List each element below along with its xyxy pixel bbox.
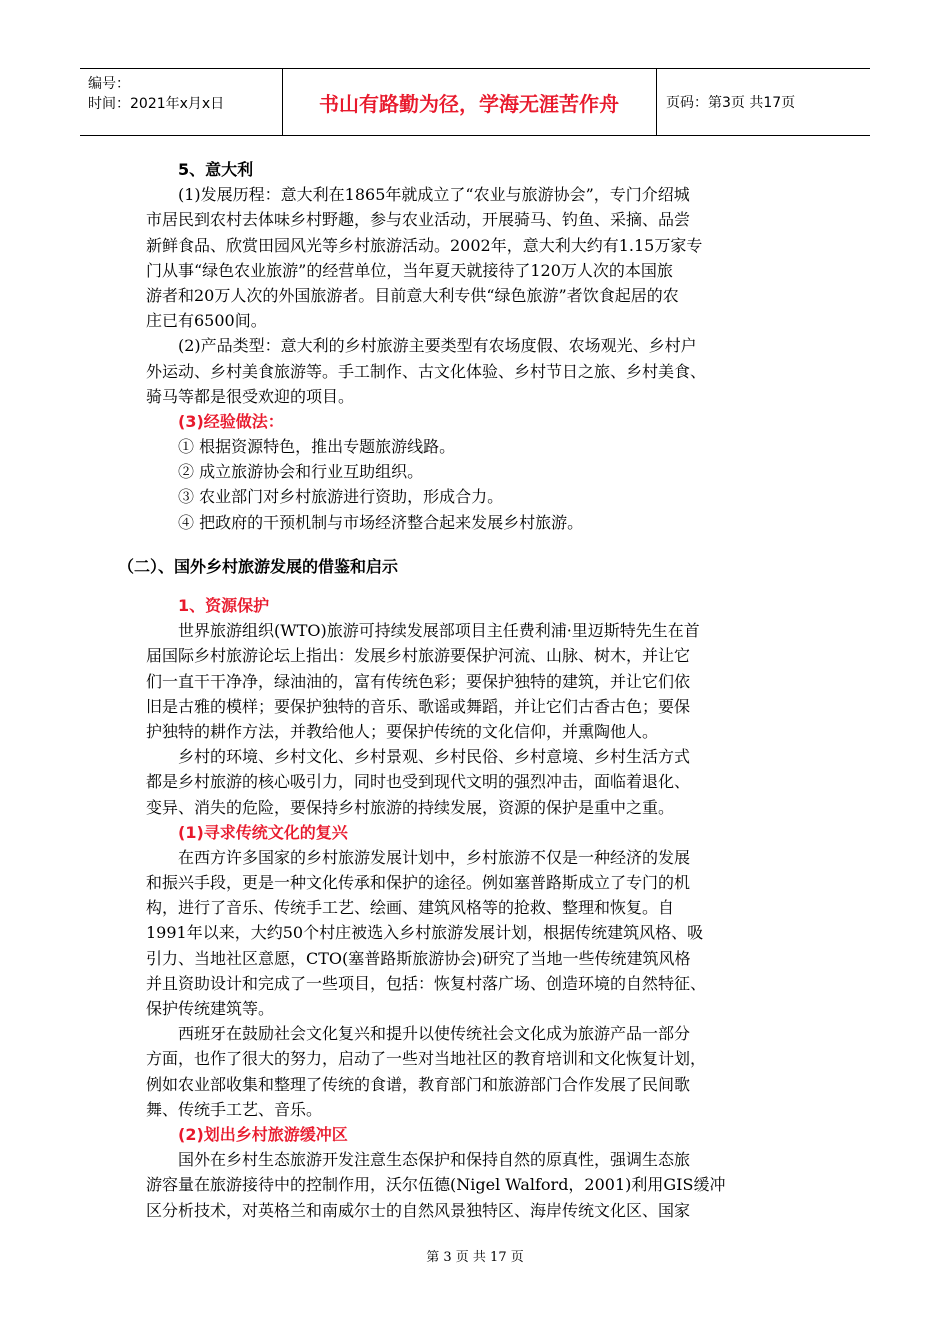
text-line: 和振兴手段，更是一种文化传承和保护的途径。例如塞普路斯成立了专门的机	[146, 873, 691, 893]
text-line: 骑马等都是很受欢迎的项目。	[146, 386, 355, 406]
text-line: 们一直干干净净，绿油油的，富有传统色彩；要保护独特的建筑，并让它们依	[146, 671, 691, 691]
paragraph	[146, 1021, 808, 1122]
page-footer: 第 3 页 共 17 页	[426, 1250, 524, 1265]
section-lessons	[146, 593, 808, 1223]
subsection-title: (1)寻求传统文化的复兴	[178, 822, 348, 842]
text-line: 门从事“绿色农业旅游”的经营单位，当年夏天就接待了120万人次的本国旅	[146, 260, 673, 280]
section-italy	[146, 157, 808, 535]
paragraph	[146, 1147, 808, 1223]
list-item: ② 成立旅游协会和行业互助组织。	[178, 462, 424, 482]
type-paragraph	[146, 333, 808, 409]
header-meta	[80, 69, 283, 135]
list-item: ① 根据资源特色，推出专题旅游线路。	[178, 437, 456, 457]
header-motto: 书山有路勤为径，学海无涯苦作舟	[282, 69, 657, 135]
text-line: (1)发展历程：意大利在1865年就成立了“农业与旅游协会”，专门介绍城	[178, 185, 690, 205]
subsection-title: 1、资源保护	[178, 596, 270, 615]
text-line: 游者和20万人次的外国旅游者。目前意大利专供“绿色旅游”者饮食起居的农	[146, 285, 679, 305]
text-line: 区分析技术，对英格兰和南威尔士的自然风景独特区、海岸传统文化区、国家	[146, 1200, 691, 1220]
text-line: 方面，也作了很大的努力，启动了一些对当地社区的教育培训和文化恢复计划，	[146, 1049, 707, 1069]
date-label: 时间：2021年x月x日	[88, 96, 225, 112]
text-line: 旧是古雅的模样；要保护独特的音乐、歌谣或舞蹈，并让它们古香古色；要保	[146, 696, 691, 716]
text-line: 并且资助设计和完成了一些项目，包括：恢复村落广场、创造环境的自然特征、	[146, 973, 707, 993]
page-header	[80, 68, 870, 136]
text-line: 例如农业部收集和整理了传统的食谱，教育部门和旅游部门合作发展了民间歌	[146, 1074, 691, 1094]
text-line: 届国际乡村旅游论坛上指出：发展乡村旅游要保护河流、山脉、树木，并让它	[146, 646, 691, 666]
text-line: 国外在乡村生态旅游开发注意生态保护和保持自然的原真性，强调生态旅	[178, 1150, 691, 1170]
experience-title: (3)经验做法：	[178, 411, 284, 431]
text-line: 市居民到农村去体味乡村野趣，参与农业活动，开展骑马、钓鱼、采摘、品尝	[146, 210, 691, 230]
paragraph	[146, 618, 808, 744]
text-line: 新鲜食品、欣赏田园风光等乡村旅游活动。2002年，意大利大约有1.15万家专	[146, 235, 703, 255]
text-line: 世界旅游组织(WTO)旅游可持续发展部项目主任费利浦·里迈斯特先生在首	[178, 621, 700, 641]
section2-title: （二）、国外乡村旅游发展的借鉴和启示	[118, 557, 399, 576]
text-line: (2)产品类型：意大利的乡村旅游主要类型有农场度假、农场观光、乡村户	[178, 336, 697, 356]
list-item: ④ 把政府的干预机制与市场经济整合起来发展乡村旅游。	[178, 512, 584, 532]
text-line: 西班牙在鼓励社会文化复兴和提升以使传统社会文化成为旅游产品一部分	[178, 1024, 691, 1044]
section-title: 5、意大利	[178, 160, 254, 179]
paragraph	[146, 845, 808, 1021]
text-line: 庄已有6500间。	[146, 311, 267, 331]
text-line: 引力、当地社区意愿，CTO(塞普路斯旅游协会)研究了当地一些传统建筑风格	[146, 948, 691, 968]
header-page-info: 页码：第3页 共17页	[666, 95, 796, 111]
text-line: 变异、消失的危险，要保持乡村旅游的持续发展，资源的保护是重中之重。	[146, 797, 675, 817]
experience-list	[146, 434, 808, 535]
text-line: 游容量在旅游接待中的控制作用，沃尔伍德(Nigel Walford，2001)利用GIS缓冲	[146, 1175, 726, 1195]
text-line: 在西方许多国家的乡村旅游发展计划中，乡村旅游不仅是一种经济的发展	[178, 847, 691, 867]
text-line: 构，进行了音乐、传统手工艺、绘画、建筑风格等的抢救、整理和恢复。自	[146, 898, 675, 918]
subsection-title: (2)划出乡村旅游缓冲区	[178, 1124, 348, 1144]
text-line: 都是乡村旅游的核心吸引力，同时也受到现代文明的强烈冲击，面临着退化、	[146, 772, 691, 792]
history-paragraph	[146, 182, 808, 333]
list-item: ③ 农业部门对乡村旅游进行资助，形成合力。	[178, 487, 504, 507]
text-line: 1991年以来，大约50个村庄被选入乡村旅游发展计划，根据传统建筑风格、吸	[146, 923, 704, 943]
text-line: 护独特的耕作方法，并教给他人；要保护传统的文化信仰，并熏陶他人。	[146, 721, 659, 741]
paragraph	[146, 744, 808, 820]
number-label: 编号：	[88, 76, 130, 92]
text-line: 外运动、乡村美食旅游等。手工制作、古文化体验、乡村节日之旅、乡村美食、	[146, 361, 707, 381]
text-line: 乡村的环境、乡村文化、乡村景观、乡村民俗、乡村意境、乡村生活方式	[178, 747, 691, 767]
text-line: 舞、传统手工艺、音乐。	[146, 1099, 323, 1119]
text-line: 保护传统建筑等。	[146, 999, 275, 1018]
